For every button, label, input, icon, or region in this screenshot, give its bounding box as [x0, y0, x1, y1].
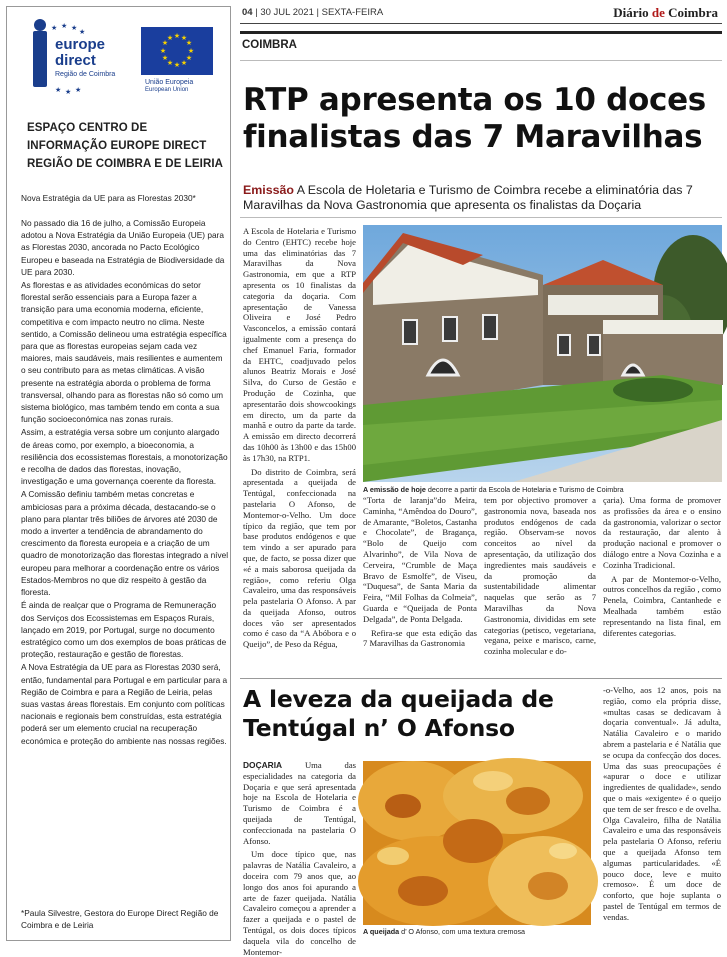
lead-text: A Escola de Holetaria e Turismo de Coimbra recebe a eliminatória das 7 Maravilhas da Nova Gastronomia que apresenta os finalistas da Doçaria [243, 183, 693, 212]
article-headline: RTP apresenta os 10 doces finalistas das 7 Maravilhas [243, 82, 706, 155]
sidebar-paragraph: A Nova Estratégia da UE para as Florestas 2030 será, então, fundamental para Portugal e em particular para a Região de Coimbra e para a Região de Leiria, pelas suas vastas áreas florestais. Em conjunto com políticas nacionais e regionais bem construídas, esta estratégia poderá ser um elemento crucial na recuperação económica e proteção do ambiente nas nossas regiões. [21, 662, 228, 746]
article-paragraph: A Escola de Hotelaria e Turismo do Centro (EHTC) recebe hoje uma das eliminatórias das 7 Maravilhas da Nova Gastronomia, em que a RTP apresenta os 10 finalistas da categoria da doçaria. Com apresentação de Vanessa Oliveira e José Pedro Vasconcelos, a emissão contará igualmente com a presença do chef Emanuel Faria, formador da EHTC, coadjuvado pelos alunos Beatriz Morais e José Silva, do Curso de Gestão e Produção de Cozinha, que apresentarão dois showcookings em directo, um da parte da manhã e outro da parte da tarde. A emissão em directo decorrerá das 10h00 às 13h00 e das 15h00 às 17h30, na RTP1. [243, 226, 356, 463]
page-number: 04 [242, 7, 253, 18]
svg-text:★: ★ [161, 39, 169, 47]
article-divider [240, 678, 722, 679]
eu-caption-en: European Union [145, 87, 189, 93]
article-paragraph: A par de Montemor-o-Velho, outros concelhos da região , como Penela, Coimbra, Cantanhede e Mealhada também estão representando na lista final, em diferentes categorias. [603, 573, 721, 638]
logo-word-diario: Diário [613, 5, 649, 20]
caption-text: decorre a partir da Escola de Hotelaria e Turismo de Coimbra [427, 485, 624, 494]
svg-text:★: ★ [161, 54, 169, 62]
sidebar-title: ESPAÇO CENTRO DE INFORMAÇÃO EUROPE DIRECT REGIÃO DE COIMBRA E DE LEIRIA [27, 122, 224, 170]
article-paragraph: Refira-se que esta edição das 7 Maravilhas da Gastronomia [363, 627, 477, 649]
article-column-1 [243, 226, 356, 676]
sidebar-paragraph: No passado dia 16 de julho, a Comissão Europeia adotou a Nova Estratégia da União Europeia (UE) para as Florestas 2030, ancorada no Pacto Ecológico Europeu e baseada na Estratégia de Biodiversidade da UE para 2030. [21, 218, 225, 277]
article-paragraph: Do distrito de Coimbra, será apresentada a queijada de Tentúgal, confeccionada na pastelaria O Afonso, de Montemor-o-Velho. Um doce típico da região, que tem por base produtos endógenos e que tem vindo a ser apurado para que, de facto, se possa dizer que «é a mais saborosa queijada da região», como referiu Olga Cavaleiro, uma das responsáveis pela pastelaria O Afonso. A par da queijada Afonso, outros doces vão ser apresentados como é caso da “A Abóbora e o Queijo”, de Peso da Régua, [243, 466, 356, 650]
lead-kicker: Emissão [243, 183, 294, 197]
eu-flag-icon [141, 27, 213, 75]
svg-text:★: ★ [180, 34, 188, 42]
article2-column-2 [603, 685, 721, 940]
photo-caption [363, 485, 723, 494]
article-paragraph: -o-Velho, aos 12 anos, pois na região, como ela própria disse, «multas casas se dedicavam à doçaria conventual». Já adulta, Natália Cavaleiro e o marido abrem a pastelaria e é Natália que se ocupa da confecção dos doces. Uma das suas preocupações é «apurar o doce e utilizar ingredientes de qualidade», sendo que o mais «exigente» é o queijo que tem de ser fresco e de ovelha. Olga Cavaleiro, filha de Natália Cavaleiro e uma das responsáveis pela pastelaria O Afonso, referiu que a queijada Afonso tem algumas particularidades. «É pouco doce, leve e muito cremoso». É um doce de conforto, que hoje suplanta o pastel de Tentúgal em termos de vendas. [603, 685, 721, 922]
svg-text:★: ★ [185, 54, 193, 62]
article-paragraph: Um doce típico que, nas palavras de Natália Cavaleiro, a doceira com 79 anos que, ao longo dos anos foi apurando a arte de fazer queijada. Natália Cavaleiro começou a aprender a fazer a queijada e o pastel de Tentúgal, os dois doces típicos daquela vila do concelho de Montemor- [243, 849, 356, 957]
page-date: 30 JUL 2021 [260, 7, 314, 18]
caption2-kicker: A queijada [363, 927, 400, 936]
article-column-4 [603, 495, 721, 675]
page-weekday: SEXTA-FEIRA [321, 7, 384, 18]
article-paragraph: “Torta de laranja”do Meira, Caminha, “Amêndoa do Douro”, de Amarante, “Boletos, Castanha e Chocolate”, de Bragança, “Bolo de Queijo com Alvarinho”, de Vila Nova de Cerveira, “Crumble de Maça Bravo de Esmolfe”, de Viseu, “Duquesa”, de Santa Maria da Feira, “Mil Folhas da Colmeia”, Guarda e “Queijada de Ponta Delgada”, de Ponta Delgada. [363, 495, 477, 624]
logo-word-de: de [651, 5, 665, 20]
sidebar-paragraph: Assim, a estratégia versa sobre um conjunto alargado de áreas como, por exemplo, a bioeconomia, a resiliência dos ecossistemas florestais, a monotorização e recolha de dados das florestas, inovação, investigação e uma governança coerente da floresta. [21, 427, 228, 487]
section-label: COIMBRA [242, 39, 297, 51]
article2-headline: A leveza da queijada de Tentúgal n’ O Afonso [243, 685, 554, 742]
article-column-2 [363, 495, 477, 675]
page-meta: 04 | 30 JUL 2021 | SEXTA-FEIRA [242, 7, 384, 18]
article2-lead-text: Uma das especialidades na categoria da Doçaria e que será apresentada hoje na Escola de Hotelaria e Turismo de Coimbra é a queijada de Tentúgal, confeccionada na pastelaria O Afonso. [243, 760, 356, 846]
article-paragraph: çaria). Uma forma de promover as profissões da área e o ensino da gastronomia, valorizar o sector da restauração, dar alento à produção nacional e promover o diálogo entre a Nova Cozinha e a Cozinha Tradicional. [603, 495, 721, 570]
svg-text:★: ★ [166, 59, 174, 67]
article-column-3 [484, 495, 596, 675]
caption-kicker: A emissão de hoje [363, 485, 426, 494]
section-rule [240, 31, 722, 34]
svg-text:★: ★ [166, 34, 174, 42]
svg-text:★: ★ [185, 39, 193, 47]
svg-text:★: ★ [173, 61, 181, 69]
eu-caption-pt: União Europeia [145, 79, 194, 86]
sidebar-paragraph: A Comissão definiu também metas concretas e ambiciosas para a próxima década, destacando-se o plano para plantar três biliões de árvores até 2030 de modo a inverter a tendência de abrandamento do crescimento da floresta europeia e a criação de um quadro de monotorização das florestas integrado a nível europeu para melhorar a coordenação entre os vários Estados-Membros no que diz respeito à gestão da floresta. [21, 489, 229, 598]
sidebar-paragraph: É ainda de realçar que o Programa de Remuneração dos Serviços dos Ecossistemas em Espaços Rurais, lançado em 2019, por Portugal, surge no documento estratégico como um dos exemplos de boas práticas de proteção, restauração e gestão de florestas. [21, 600, 227, 660]
logo-text-europe: europe [55, 36, 106, 53]
photo2-caption [363, 927, 603, 936]
article2-kicker: DOÇARIA [243, 760, 283, 770]
logo-word-coimbra: Coimbra [668, 5, 718, 20]
newspaper-logo [613, 5, 718, 21]
logo-text-region: Região de Coimbra [55, 71, 116, 78]
info-i-icon [33, 31, 47, 87]
europe-direct-logo: ★ ★ ★ ★ ★ ★ ★ europe direct Região de Coimbra [29, 23, 123, 97]
sidebar-subtitle: Nova Estratégia da UE para as Florestas 2030* [21, 193, 196, 203]
queijada-photo [363, 761, 591, 925]
svg-text:★: ★ [159, 47, 167, 55]
svg-text:★: ★ [180, 59, 188, 67]
article-lead [243, 183, 721, 213]
school-building-photo [363, 225, 722, 482]
europe-direct-sidebar [6, 6, 231, 941]
sidebar-paragraph: As florestas e as atividades económicas do setor florestal serão essenciais para a Europa fazer a transição para uma economia moderna, eficiente, competitiva e com impacto neutro no clima. Neste sentido, a Comissão delineou uma estratégia específica para que as florestas europeias sejam cada vez maiores, mais saudáveis, mais resilientes e aumentem o seu contributo para as metas climáticas. A visão presente na estratégia aborda o problema de forma transversal, olhando para as florestas não só como um sistema biológico, mas também tendo em conta a sua função socioeconómica nas zonas rurais. [21, 280, 227, 425]
article2-column-1 [243, 760, 356, 957]
caption2-text: d’ O Afonso, com uma textura cremosa [401, 927, 526, 936]
sidebar-signature: *Paula Silvestre, Gestora do Europe Direct Região de Coimbra e de Leiria [21, 908, 219, 931]
lead-divider [240, 217, 722, 218]
svg-text:★: ★ [187, 47, 195, 55]
logo-text-direct: direct [55, 52, 96, 69]
sidebar-body [21, 217, 229, 748]
section-divider [240, 60, 722, 61]
article-paragraph [243, 760, 356, 846]
svg-text:★: ★ [173, 32, 181, 40]
article-paragraph: tem por objectivo promover a gastronomia nova, baseada nos produtos endógenos de cada região. Observam-se novos conceitos ao nível da apresentação, da utilização dos ingredientes mais saudáveis e da promoção da sustentabilidade alimentar naquelas que serão as 7 Maravilhas da Nova Gastronomia, divididas em sete categorias (petisco, vegetariana, vegana, peixe e marisco, carne, cozinha molecular e do- [484, 495, 596, 657]
page-header [240, 4, 722, 24]
